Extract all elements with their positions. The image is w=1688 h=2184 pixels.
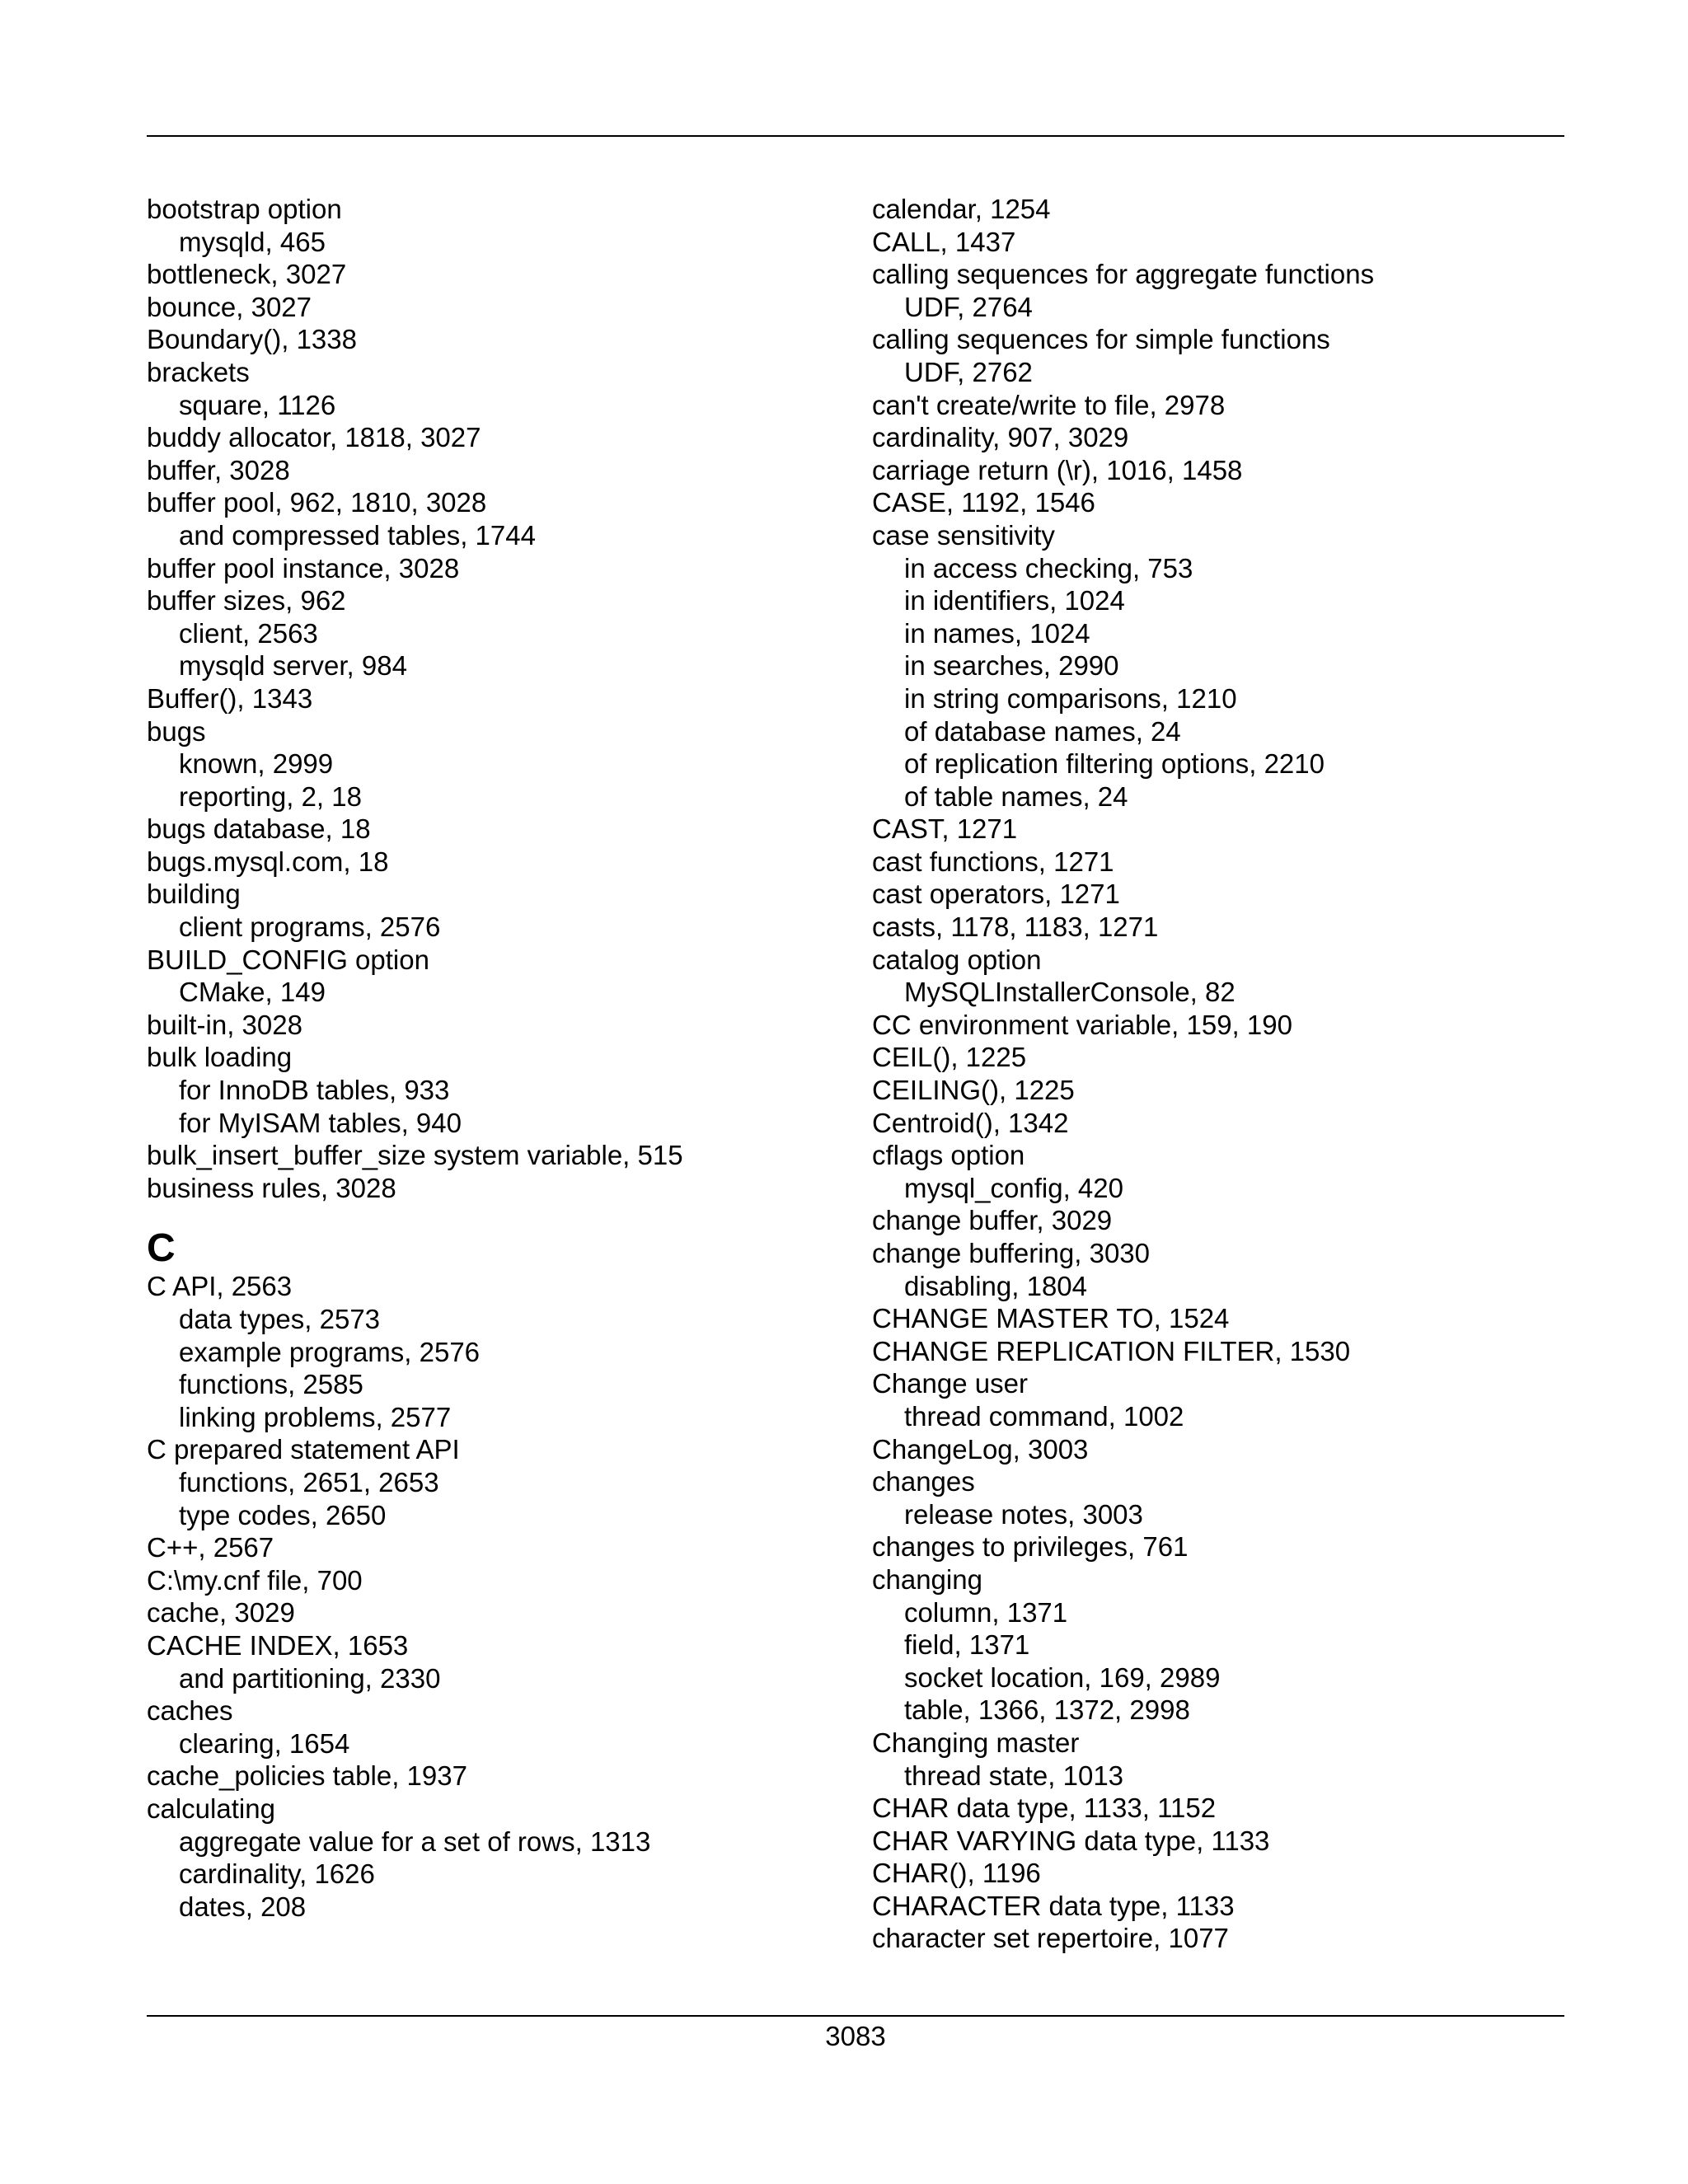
index-entry: bugs (147, 715, 206, 747)
index-entry: building (147, 879, 241, 910)
index-subentry: in string comparisons, 1210 (904, 682, 1237, 714)
index-subentry: table, 1366, 1372, 2998 (904, 1694, 1190, 1726)
index-entry: CHAR VARYING data type, 1133 (872, 1825, 1270, 1856)
index-subentry: linking problems, 2577 (179, 1401, 452, 1432)
index-entry: CASE, 1192, 1546 (872, 487, 1095, 518)
index-subentry: UDF, 2762 (904, 356, 1033, 387)
index-entry: caches (147, 1695, 233, 1727)
index-entry: cflags option (872, 1140, 1025, 1171)
index-entry: Changing master (872, 1727, 1080, 1758)
index-entry: casts, 1178, 1183, 1271 (872, 912, 1159, 943)
index-entry: character set repertoire, 1077 (872, 1923, 1229, 1954)
index-entry: Centroid(), 1342 (872, 1107, 1069, 1138)
index-entry: bugs.mysql.com, 18 (147, 846, 389, 877)
index-entry: changing (872, 1563, 982, 1595)
index-entry: CC environment variable, 159, 190 (872, 1009, 1292, 1040)
index-entry: bounce, 3027 (147, 291, 312, 322)
index-entry: CACHE INDEX, 1653 (147, 1629, 409, 1661)
index-subentry: in searches, 2990 (904, 650, 1119, 682)
index-entry: Buffer(), 1343 (147, 682, 313, 714)
index-entry: bulk loading (147, 1042, 293, 1073)
index-entry: buffer pool instance, 3028 (147, 552, 460, 583)
index-entry: bootstrap option (147, 194, 342, 224)
index-entry: calendar, 1254 (872, 194, 1051, 224)
index-entry: calling sequences for simple functions (872, 324, 1330, 355)
index-entry: C:\my.cnf file, 700 (147, 1564, 363, 1596)
index-entry: buffer sizes, 962 (147, 585, 346, 616)
index-subentry: field, 1371 (904, 1629, 1030, 1661)
index-entry: bulk_insert_buffer_size system variable, 515 (147, 1140, 683, 1171)
page-number: 3083 (825, 2021, 886, 2051)
index-subentry: square, 1126 (179, 389, 336, 420)
index-entry: buffer, 3028 (147, 454, 290, 485)
index-entry: Change user (872, 1368, 1028, 1399)
section-letter-heading: C (147, 1226, 176, 1271)
index-entry: buddy allocator, 1818, 3027 (147, 422, 481, 453)
index-entry: change buffering, 3030 (872, 1238, 1151, 1268)
index-entry: cache, 3029 (147, 1597, 295, 1629)
index-entry: ChangeLog, 3003 (872, 1433, 1089, 1465)
index-subentry: UDF, 2764 (904, 291, 1033, 322)
index-entry: calculating (147, 1793, 275, 1824)
index-subentry: of replication filtering options, 2210 (904, 748, 1325, 780)
index-subentry: example programs, 2576 (179, 1336, 481, 1367)
index-subentry: cardinality, 1626 (179, 1858, 375, 1890)
index-subentry: and partitioning, 2330 (179, 1662, 441, 1694)
index-subentry: mysql_config, 420 (904, 1172, 1123, 1203)
index-subentry: data types, 2573 (179, 1304, 381, 1334)
index-entry: CHANGE MASTER TO, 1524 (872, 1303, 1230, 1334)
index-entry: CEILING(), 1225 (872, 1075, 1075, 1106)
index-entry: buffer pool, 962, 1810, 3028 (147, 487, 487, 518)
index-subentry: and compressed tables, 1744 (179, 519, 536, 551)
index-subentry: MySQLInstallerConsole, 82 (904, 977, 1236, 1008)
index-entry: Boundary(), 1338 (147, 324, 357, 355)
index-subentry: client, 2563 (179, 617, 318, 649)
index-subentry: socket location, 169, 2989 (904, 1661, 1221, 1693)
index-entry: CHARACTER data type, 1133 (872, 1890, 1235, 1921)
index-entry: CALL, 1437 (872, 226, 1016, 257)
header-rule (147, 135, 1564, 137)
index-entry: calling sequences for aggregate functions (872, 259, 1375, 290)
index-entry: cache_policies table, 1937 (147, 1760, 467, 1792)
index-entry: CEIL(), 1225 (872, 1042, 1027, 1073)
index-subentry: known, 2999 (179, 748, 334, 780)
index-entry: case sensitivity (872, 519, 1055, 551)
index-subentry: release notes, 3003 (904, 1498, 1143, 1530)
index-entry: cardinality, 907, 3029 (872, 422, 1129, 453)
index-entry: CHANGE REPLICATION FILTER, 1530 (872, 1335, 1351, 1366)
index-entry: carriage return (\r), 1016, 1458 (872, 454, 1243, 485)
index-entry: CAST, 1271 (872, 813, 1018, 845)
index-subentry: column, 1371 (904, 1596, 1068, 1628)
index-subentry: in names, 1024 (904, 617, 1090, 649)
index-entry: changes (872, 1466, 975, 1497)
index-subentry: dates, 208 (179, 1891, 307, 1922)
index-entry: BUILD_CONFIG option (147, 944, 429, 975)
index-subentry: thread command, 1002 (904, 1400, 1184, 1432)
index-entry: C prepared statement API (147, 1434, 460, 1465)
index-subentry: mysqld server, 984 (179, 650, 407, 682)
index-entry: CHAR(), 1196 (872, 1858, 1041, 1889)
index-entry: C++, 2567 (147, 1532, 274, 1563)
index-subentry: mysqld, 465 (179, 226, 326, 257)
index-column-left (147, 193, 823, 1923)
index-entry: built-in, 3028 (147, 1009, 302, 1040)
index-entry: C API, 2563 (147, 1271, 293, 1302)
index-entry: change buffer, 3029 (872, 1205, 1113, 1236)
index-subentry: of database names, 24 (904, 715, 1181, 747)
index-subentry: for MyISAM tables, 940 (179, 1107, 462, 1138)
index-subentry: CMake, 149 (179, 977, 326, 1008)
index-entry: cast functions, 1271 (872, 846, 1114, 877)
index-subentry: type codes, 2650 (179, 1499, 387, 1530)
index-entry: bugs database, 18 (147, 813, 371, 845)
index-subentry: reporting, 2, 18 (179, 780, 362, 812)
index-entry: can't create/write to file, 2978 (872, 389, 1226, 420)
index-entry: CHAR data type, 1133, 1152 (872, 1793, 1217, 1824)
index-entry: catalog option (872, 944, 1042, 975)
index-entry: brackets (147, 356, 250, 387)
index-subentry: aggregate value for a set of rows, 1313 (179, 1825, 651, 1857)
index-subentry: clearing, 1654 (179, 1727, 350, 1759)
index-subentry: functions, 2651, 2653 (179, 1466, 439, 1497)
index-subentry: for InnoDB tables, 933 (179, 1075, 450, 1106)
index-column-right (872, 193, 1548, 1955)
index-subentry: functions, 2585 (179, 1369, 363, 1400)
index-subentry: client programs, 2576 (179, 912, 441, 943)
index-entry: bottleneck, 3027 (147, 259, 347, 290)
index-subentry: disabling, 1804 (904, 1270, 1088, 1301)
index-subentry: in access checking, 753 (904, 552, 1193, 583)
index-entry: cast operators, 1271 (872, 879, 1120, 910)
index-subentry: of table names, 24 (904, 780, 1128, 812)
index-subentry: thread state, 1013 (904, 1760, 1124, 1791)
index-entry: changes to privileges, 761 (872, 1531, 1189, 1563)
index-entry: business rules, 3028 (147, 1172, 396, 1203)
index-subentry: in identifiers, 1024 (904, 585, 1125, 616)
